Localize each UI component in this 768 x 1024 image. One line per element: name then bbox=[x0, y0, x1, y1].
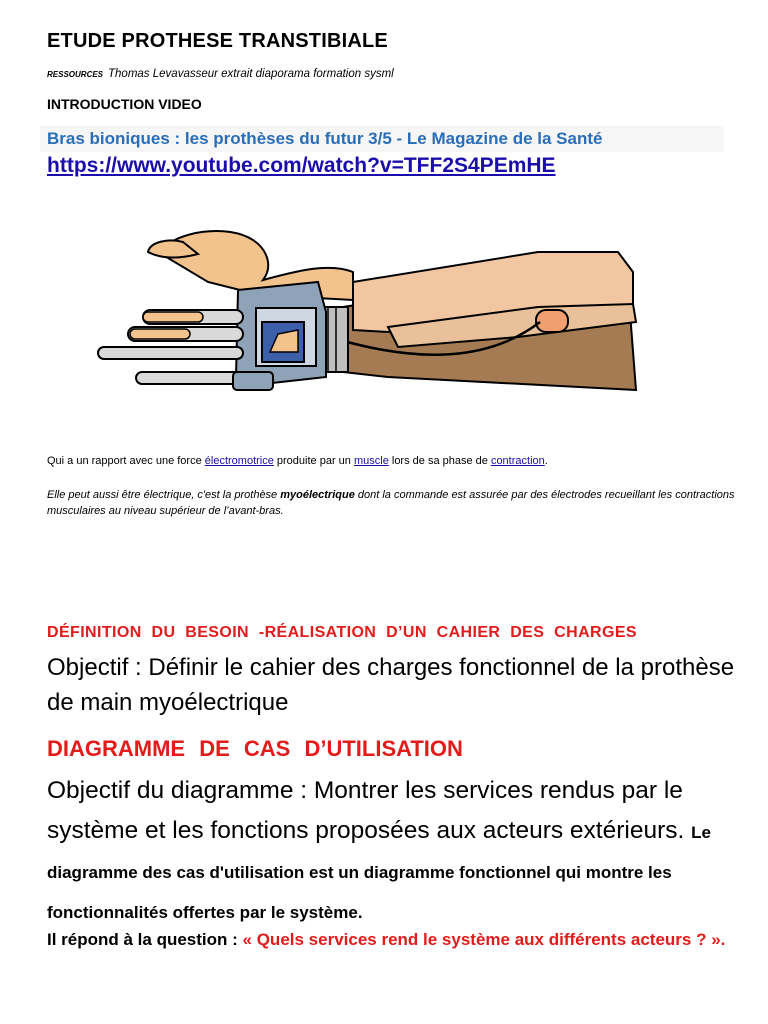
intro-heading: INTRODUCTION VIDEO bbox=[47, 96, 202, 112]
objective-diagramme bbox=[47, 771, 747, 931]
section-heading-besoin: DÉFINITION DU BESOIN -RÉALISATION D’UN CAHIER DES CHARGES bbox=[47, 624, 637, 641]
question-text: « Quels services rend le système aux différents acteurs ? ». bbox=[242, 930, 726, 949]
resources-line bbox=[47, 68, 394, 80]
question-paragraph bbox=[47, 925, 747, 955]
resources-text: Thomas Levavasseur extrait diaporama formation sysml bbox=[108, 68, 394, 80]
section-heading-diagramme: DIAGRAMME DE CAS D’UTILISATION bbox=[47, 736, 463, 761]
resources-label: RESSOURCES bbox=[47, 70, 104, 79]
p2-bold: myoélectrique bbox=[280, 489, 355, 501]
objective-diagramme-text: Objectif du diagramme : Montrer les services rendus par le système et les fonctions proposées aux acteurs extérieurs. bbox=[47, 777, 692, 844]
p2-text-2: dont la commande est assurée par des électrodes recueillant les contractions musculaires au niveau supérieur de l’avant-bras. bbox=[47, 489, 735, 517]
prosthesis-illustration bbox=[88, 212, 688, 412]
p2-text-1: Elle peut aussi être électrique, c'est la prothèse bbox=[47, 489, 281, 501]
video-title: Bras bioniques : les prothèses du futur 3/5 - Le Magazine de la Santé bbox=[40, 126, 724, 152]
paragraph-myoelectric bbox=[47, 487, 737, 519]
question-label: Il répond à la question : bbox=[47, 930, 243, 949]
link-contraction[interactable]: contraction bbox=[490, 455, 545, 467]
diagram-description: Le diagramme des cas d'utilisation est un diagramme fonctionnel qui montre les fonctionnalités offertes par le système. bbox=[47, 823, 711, 922]
link-electromotrice[interactable]: électromotrice bbox=[204, 455, 274, 467]
paragraph-definition bbox=[47, 455, 548, 467]
p1-text-1: Qui a un rapport avec une force bbox=[47, 455, 205, 467]
video-link[interactable]: https://www.youtube.com/watch?v=TFF2S4PEmHE bbox=[47, 154, 556, 177]
document-title: ETUDE PROTHESE TRANSTIBIALE bbox=[47, 30, 388, 52]
p1-text-2: produite par un bbox=[273, 455, 354, 467]
p1-text-4: . bbox=[544, 455, 548, 467]
p1-text-3: lors de sa phase de bbox=[388, 455, 491, 467]
objective-cahier: Objectif : Définir le cahier des charges fonctionnel de la prothèse de main myoélectrique bbox=[47, 654, 735, 716]
link-muscle[interactable]: muscle bbox=[353, 455, 389, 467]
